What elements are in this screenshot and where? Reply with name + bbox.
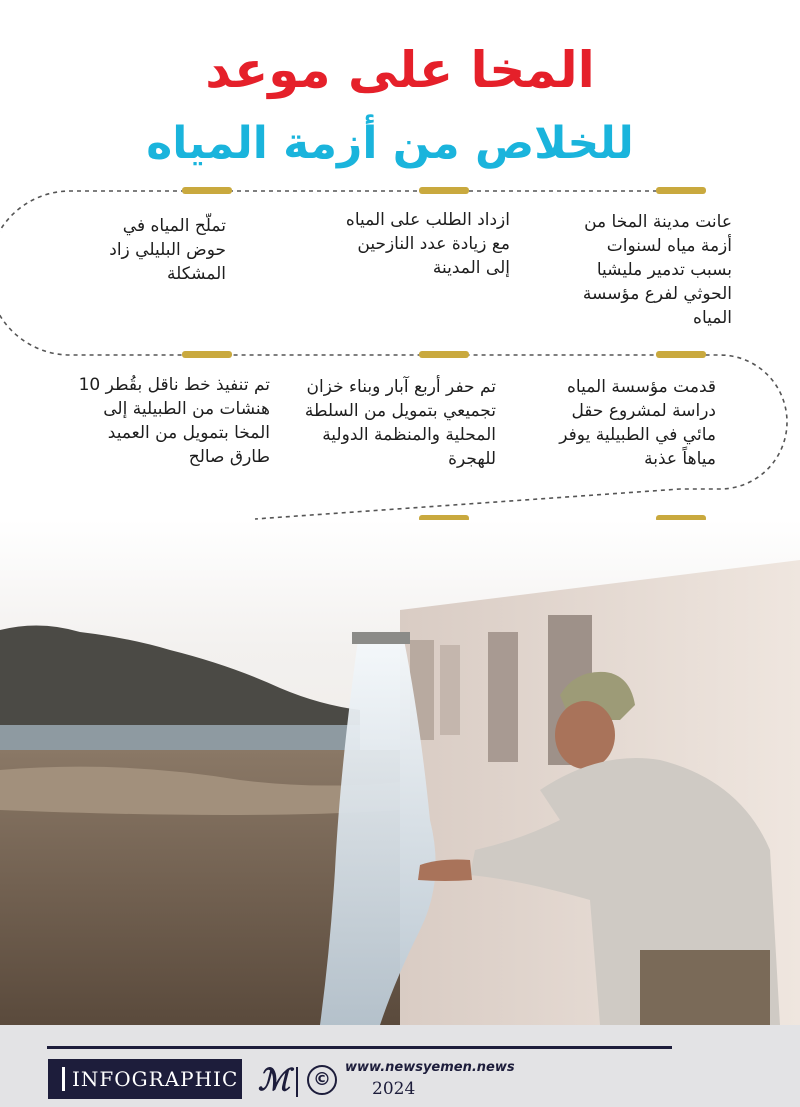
timeline-marker	[419, 351, 469, 358]
timeline-item-5: تم حفر أربع آبار وبناء خزان تجميعي بتمويل من السلطة المحلية والمنظمة الدولية للهجرة	[304, 377, 496, 469]
infographic-label: INFOGRAPHIC	[72, 1067, 239, 1091]
infographic-badge	[48, 1059, 242, 1099]
footer-separator	[296, 1067, 298, 1097]
water-photo	[0, 520, 800, 1025]
timeline-item-6: تم تنفيذ خط ناقل بقُطر 10 هنشات من الطبيلية إلى المخا بتمويل من العميد طارق صالح	[78, 375, 270, 467]
badge-bar	[62, 1067, 65, 1091]
timeline-marker	[182, 351, 232, 358]
infographic-subtitle: للخلاص من أزمة المياه	[146, 118, 634, 169]
footer-year: 2024	[372, 1079, 416, 1099]
timeline-marker	[656, 351, 706, 358]
footer	[0, 1025, 800, 1107]
copyright-icon: ©	[307, 1065, 337, 1095]
timeline-item-1: عانت مدينة المخا من أزمة مياه لسنوات بسبب تدمير مليشيا الحوثي لفرع مؤسسة المياه	[582, 212, 732, 328]
timeline-item-3: تملّح المياه في حوض البليلي زاد المشكلة	[109, 216, 226, 284]
timeline-marker	[656, 187, 706, 194]
footer-divider	[47, 1046, 672, 1049]
newsyemen-logo-icon: ℳ	[258, 1063, 291, 1098]
website-link[interactable]: www.newsyemen.news	[345, 1060, 515, 1075]
timeline-marker	[182, 187, 232, 194]
infographic-title: المخا على موعد	[205, 41, 595, 99]
timeline-marker	[419, 187, 469, 194]
timeline-item-2: ازداد الطلب على المياه مع زيادة عدد النازحين إلى المدينة	[345, 210, 510, 278]
timeline-item-4: قدمت مؤسسة المياه دراسة لمشروع حقل مائي في الطبيلية يوفر مياهاً عذبة	[559, 377, 716, 469]
